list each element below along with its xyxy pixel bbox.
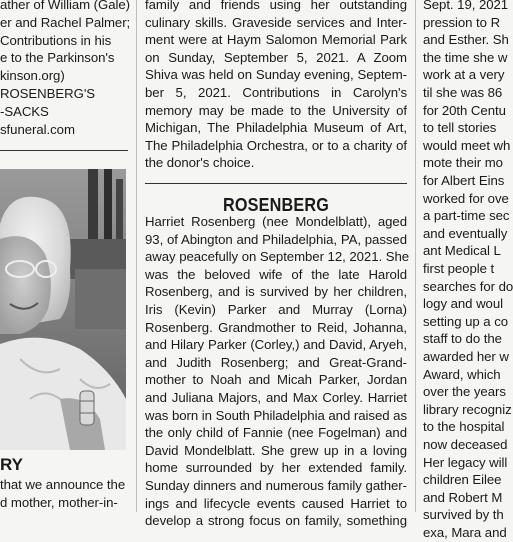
text-line: that we announce the (0, 477, 126, 492)
text-line: the time she w (423, 49, 508, 65)
text-line: first people t (423, 261, 495, 276)
text-line: pression to R (423, 14, 501, 30)
text-line: the donor's choice. (145, 155, 255, 171)
text-line: 93, of Abington and Philadelphia, PA, passed (145, 231, 407, 247)
text-line: ant Medical L (423, 243, 501, 259)
text-line: family and friends using her outstanding (145, 0, 407, 12)
text-line: develop a strong focus on family, something (145, 513, 407, 529)
text-line: Her legacy will (423, 454, 508, 470)
text-line: mother to Noah and Micah Parker, Jordan (145, 372, 407, 388)
text-line: searches for do (423, 278, 513, 294)
text-line: Harriet Rosenberg (nee Mondelblatt), aged (145, 214, 407, 229)
text-line: e to the Parkinson's (0, 50, 115, 66)
text-line: home surrounded by her extended family. (145, 460, 407, 476)
text-line: The Philadelphia Orchestra, or to a charity of (145, 137, 407, 153)
text-line: Sunday dinners and numerous family gather- (145, 478, 407, 493)
text-line: memory may be made to the University of (145, 102, 407, 118)
text-line: mote their mo (423, 155, 503, 171)
text-line: til she was 86 (423, 85, 503, 100)
text-line: for 20th Centu (423, 102, 506, 118)
text-line: d mother, mother-in- (0, 494, 118, 510)
text-line: survived by th (423, 507, 504, 523)
left-column (0, 0, 130, 512)
text-line: staff to do the (423, 331, 502, 347)
text-line: Contributions in his (0, 32, 112, 48)
text-line: ather of William (Gale) (0, 0, 131, 12)
text-line: and Hilary Parker (Corley,) and David, Aryeh, (145, 337, 407, 353)
text-line: worked for ove (423, 190, 509, 206)
text-line: library recogniz (423, 401, 512, 417)
middle-column (145, 0, 410, 529)
text-line: was born in South Philadelphia and raised as (145, 407, 407, 423)
text-line: on Sunday, September 5, 2021. A Zoom (145, 49, 407, 65)
text-line: exa, Mara and (423, 525, 507, 540)
text-line: for Albert Eins (423, 173, 505, 188)
text-line: er and Rachel Palmer; (0, 14, 131, 30)
obituary-portrait-photo (0, 169, 126, 450)
text-line: a part-time sec (423, 208, 510, 224)
text-line: David Mondelblatt. She grew up in a loving (145, 442, 407, 458)
text-line: sfuneral.com (0, 121, 75, 137)
text-line: and eventually (423, 225, 508, 241)
text-line: culinary skills. Graveside services and Inter- (145, 14, 407, 30)
text-line: was the beloved wife of the late Harold (145, 266, 407, 282)
text-line: now deceased (423, 437, 508, 452)
text-line: and Esther. Sh (423, 32, 509, 48)
text-line: children Eilee (423, 472, 502, 488)
text-line: Rosenberg. Grandmother to Reid, Johanna, (145, 319, 407, 335)
text-line: Iris (Kevin) Parker and Murray (Lorna) (145, 302, 407, 317)
column-rule (415, 0, 416, 512)
text-line: setting up a co (423, 313, 509, 329)
text-line: awarded her w (423, 349, 509, 364)
text-line: Michigan, The Philadelphia Museum of Art, (145, 120, 407, 136)
section-divider (145, 183, 407, 184)
right-column (423, 0, 513, 540)
text-line: kinson.org) (0, 68, 65, 84)
text-line: Sept. 19, 2021 (423, 0, 509, 12)
text-line: Award, which (423, 366, 501, 382)
text-line: and Juliana Majors, and Max Corley. Harriet (145, 390, 407, 405)
text-line: would meet wh (423, 137, 511, 153)
text-line: ings and lifecycle events caused Harriet to (145, 495, 407, 511)
text-line: ment were at Haym Salomon Memorial Park (145, 32, 407, 48)
section-divider (0, 150, 128, 151)
text-line: to tell stories (423, 120, 497, 136)
text-line: work at a very (423, 67, 505, 83)
obituary-heading: ROSENBERG (222, 195, 330, 215)
column-rule (136, 0, 137, 512)
text-line: Rosenberg, and is survived by her children, (145, 284, 407, 300)
text-line: the only child of Fannie (nee Fogelman) and (145, 425, 407, 441)
text-line: to the hospital (423, 419, 505, 435)
text-line: away peacefully on September 12, 2021. She (145, 249, 410, 265)
text-line: and Robert M (423, 489, 503, 505)
text-line: over the years (423, 384, 506, 400)
obituary-heading-partial: RY (0, 455, 23, 474)
text-line: ber 5, 2021. Contributions in Carolyn's (145, 85, 407, 100)
text-line: Shiva was held on Sunday evening, Septem- (145, 67, 407, 83)
text-line: ROSENBERG'S (0, 86, 96, 101)
text-line: -SACKS (0, 103, 49, 119)
text-line: and Judith Rosenberg; and Great-Grand- (145, 354, 407, 370)
text-line: logy and woul (423, 296, 503, 312)
